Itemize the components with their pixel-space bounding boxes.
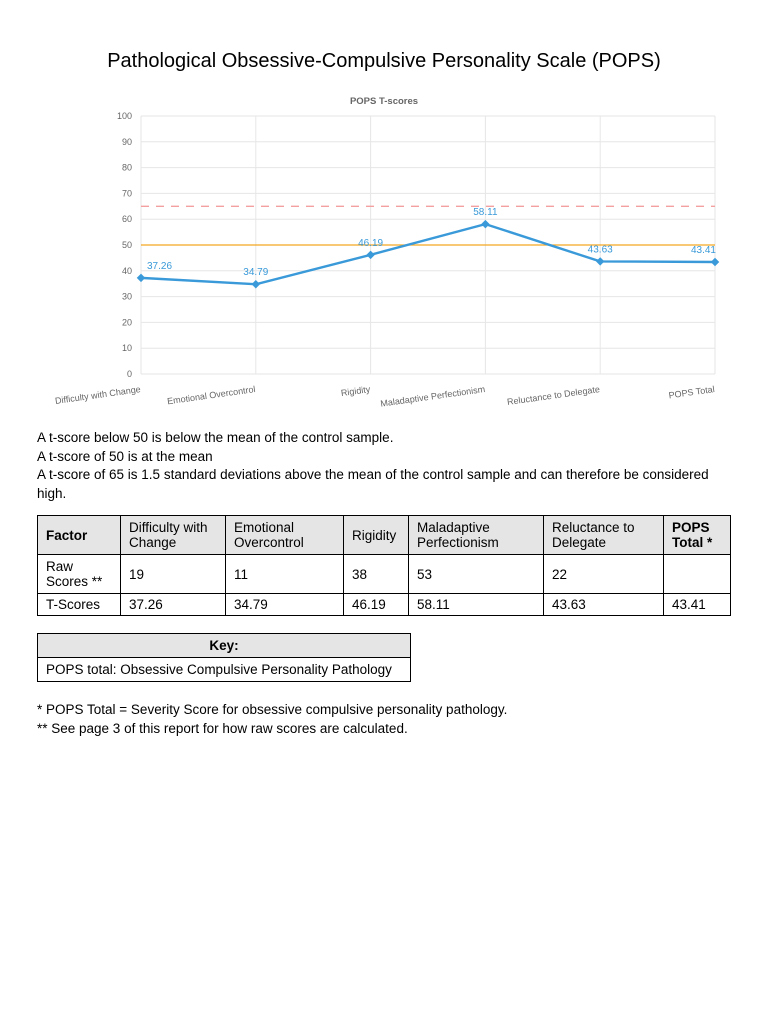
header-reluctance-to-delegate: Reluctance to Delegate xyxy=(544,516,664,555)
t-difficulty-with-change: 37.26 xyxy=(121,594,226,616)
raw-pops-total xyxy=(664,555,731,594)
t-rigidity: 46.19 xyxy=(344,594,409,616)
key-header-row xyxy=(38,634,411,658)
data-point xyxy=(481,220,489,228)
x-tick-label: Rigidity xyxy=(340,384,371,399)
header-maladaptive-perfectionism: Maladaptive Perfectionism xyxy=(409,516,544,555)
t-reluctance-to-delegate: 43.63 xyxy=(544,594,664,616)
x-tick-label: Difficulty with Change xyxy=(54,384,142,407)
pops-t-scores-chart xyxy=(0,88,768,418)
data-label: 34.79 xyxy=(243,267,269,279)
header-pops-total: POPS Total * xyxy=(664,516,731,555)
series-line xyxy=(141,224,715,284)
t-pops-total: 43.41 xyxy=(664,594,731,616)
data-point xyxy=(711,258,719,266)
row-label-t-scores: T-Scores xyxy=(38,594,121,616)
header-emotional-overcontrol: Emotional Overcontrol xyxy=(226,516,344,555)
data-label: 43.41 xyxy=(690,245,716,257)
interpretation-notes xyxy=(37,429,737,503)
table-header-row xyxy=(38,516,731,555)
raw-difficulty-with-change: 19 xyxy=(121,555,226,594)
y-tick-label: 10 xyxy=(121,343,132,354)
key-entry-row xyxy=(38,658,411,682)
header-rigidity: Rigidity xyxy=(344,516,409,555)
key-entry: POPS total: Obsessive Compulsive Personality Pathology xyxy=(38,658,411,682)
y-tick-label: 30 xyxy=(121,291,132,302)
y-tick-label: 50 xyxy=(121,240,132,250)
key-table xyxy=(37,633,411,682)
x-tick-label: Maladaptive Perfectionism xyxy=(379,384,486,409)
header-factor: Factor xyxy=(38,516,121,555)
y-tick-label: 20 xyxy=(121,317,132,328)
table-row-t-scores xyxy=(38,594,731,616)
data-label: 43.63 xyxy=(587,244,613,256)
footnote-raw-scores: ** See page 3 of this report for how raw scores are calculated. xyxy=(37,721,408,736)
data-point xyxy=(137,274,145,282)
x-tick-label: Emotional Overcontrol xyxy=(166,384,257,407)
note-at-mean: A t-score of 50 is at the mean xyxy=(37,448,213,464)
key-heading: Key: xyxy=(38,634,411,658)
data-point xyxy=(252,280,260,288)
data-label: 58.11 xyxy=(473,207,498,219)
t-emotional-overcontrol: 34.79 xyxy=(226,594,344,616)
x-tick-label: Reluctance to Delegate xyxy=(506,384,601,408)
table-row-raw-scores xyxy=(38,555,731,594)
page-title: Pathological Obsessive-Compulsive Personality Scale (POPS) xyxy=(107,50,661,72)
row-label-raw-scores: Raw Scores ** xyxy=(38,555,121,594)
y-tick-label: 40 xyxy=(121,265,132,276)
chart-title: POPS T-scores xyxy=(349,96,419,107)
raw-maladaptive-perfectionism: 53 xyxy=(409,555,544,594)
note-high: A t-score of 65 is 1.5 standard deviations above the mean of the control sample and can therefore be considered high. xyxy=(37,467,709,501)
data-point xyxy=(596,257,604,265)
data-label: 46.19 xyxy=(358,237,384,249)
footnotes xyxy=(37,700,737,738)
y-tick-label: 90 xyxy=(121,136,132,147)
footnote-pops-total: * POPS Total = Severity Score for obsessive compulsive personality pathology. xyxy=(37,702,508,717)
y-tick-label: 0 xyxy=(126,369,132,379)
data-label: 37.26 xyxy=(147,260,173,272)
y-tick-label: 70 xyxy=(121,188,132,199)
raw-reluctance-to-delegate: 22 xyxy=(544,555,664,594)
note-below-mean: A t-score below 50 is below the mean of the control sample. xyxy=(37,430,394,445)
scores-table xyxy=(37,515,731,616)
y-tick-label: 80 xyxy=(121,162,132,173)
raw-rigidity: 38 xyxy=(344,555,409,594)
data-point xyxy=(366,251,374,259)
y-tick-label: 60 xyxy=(121,214,132,225)
y-tick-label: 100 xyxy=(116,111,132,121)
header-difficulty-with-change: Difficulty with Change xyxy=(121,516,226,555)
x-tick-label: POPS Total xyxy=(667,384,716,401)
raw-emotional-overcontrol: 11 xyxy=(226,555,344,594)
t-maladaptive-perfectionism: 58.11 xyxy=(409,594,544,616)
